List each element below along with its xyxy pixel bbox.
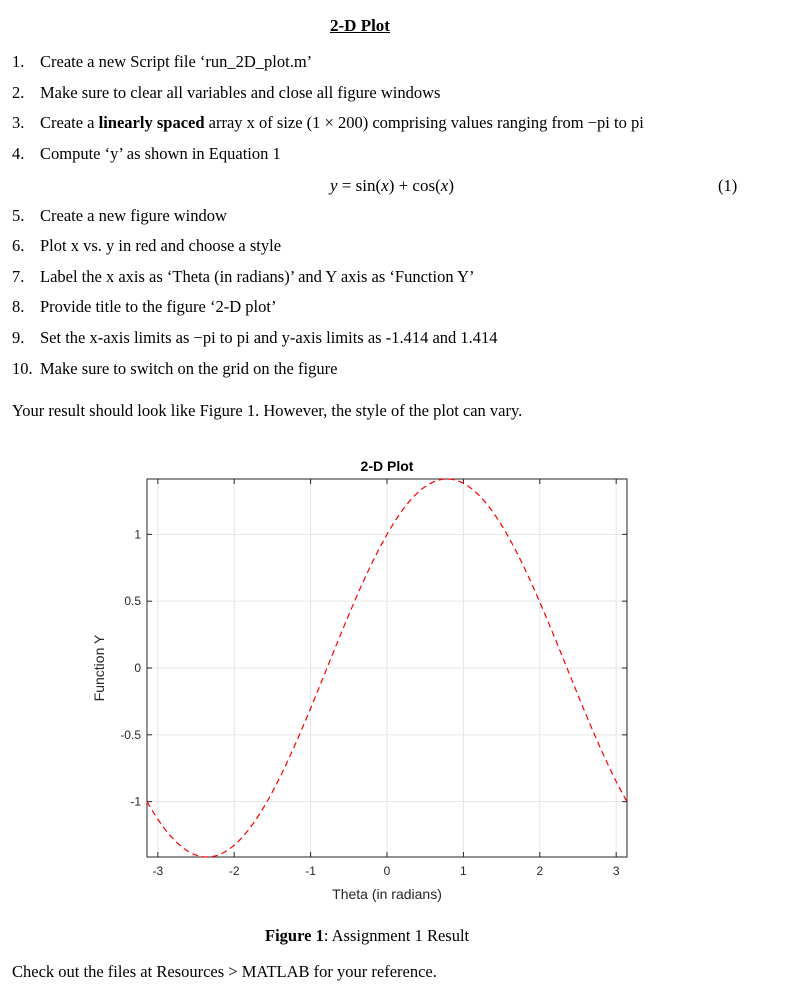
- equation-end: ): [448, 176, 454, 195]
- list-item-number: 7.: [12, 267, 25, 286]
- x-tick-label: -1: [305, 864, 316, 878]
- y-axis-label: Function Y: [91, 634, 107, 702]
- list-item-number: 10.: [12, 359, 33, 378]
- result-text: Your result should look like Figure 1. However, the style of the plot can vary.: [12, 401, 523, 420]
- list-item-text: Set the x-axis limits as −pi to pi and y-axis limits as -1.414 and 1.414: [40, 328, 498, 347]
- equation-mid: ) + cos(: [388, 176, 441, 195]
- list-item-text: Make sure to switch on the grid on the figure: [40, 359, 338, 378]
- list-item-text: Compute ‘y’ as shown in Equation 1: [40, 144, 281, 163]
- list-item-text: [40, 113, 644, 133]
- document-title: 2-D Plot: [330, 16, 390, 35]
- list-item-number: 5.: [12, 206, 25, 225]
- x-tick-label: 0: [383, 864, 391, 878]
- figure-chart: [0, 440, 812, 920]
- list-item-number: 1.: [12, 52, 25, 71]
- list-item-number: 9.: [12, 328, 25, 347]
- list-item-number: 3.: [12, 113, 25, 132]
- y-tick-label: -0.5: [120, 727, 141, 742]
- grid-layer: [147, 479, 627, 857]
- y-tick-label: 0: [134, 661, 141, 675]
- y-tick-label: 0.5: [124, 594, 141, 609]
- equation-eq: = sin(: [337, 176, 382, 195]
- list-item-number: 8.: [12, 297, 25, 316]
- list-item-text: Create a new Script file ‘run_2D_plot.m’: [40, 52, 313, 71]
- list-item-text: Plot x vs. y in red and choose a style: [40, 236, 282, 255]
- x-axis-label: Theta (in radians): [332, 886, 442, 902]
- equation-y: y: [330, 176, 338, 195]
- caption-text: : Assignment 1 Result: [323, 926, 470, 945]
- list-item-text-post: array x of size (1 × 200) comprising values ranging from −pi to pi: [204, 113, 644, 132]
- x-tick-label: 1: [460, 864, 467, 878]
- list-item-text: Make sure to clear all variables and close all figure windows: [40, 83, 441, 102]
- list-item-text: Provide title to the figure ‘2-D plot’: [40, 297, 277, 316]
- y-tick-label: -1: [130, 794, 141, 809]
- list-item-text-pre: Create a: [40, 113, 99, 132]
- list-item-number: 4.: [12, 144, 25, 163]
- equation-x2: x: [440, 176, 449, 195]
- equation-x1: x: [381, 176, 389, 195]
- list-item-number: 6.: [12, 236, 25, 255]
- equation-number: (1): [718, 176, 738, 195]
- list-item-text-bold: linearly spaced: [98, 113, 205, 132]
- footer-text: Check out the files at Resources > MATLAB for your reference.: [12, 962, 437, 981]
- list-item-text: Create a new figure window: [40, 206, 227, 225]
- x-tick-label: 2: [536, 864, 544, 878]
- caption-label: Figure 1: [265, 926, 324, 945]
- equation-1: [330, 176, 454, 196]
- chart-title: 2-D Plot: [360, 458, 414, 474]
- y-tick-label: 1: [134, 527, 141, 542]
- tick-layer: [120, 479, 627, 878]
- x-tick-label: 3: [612, 864, 620, 878]
- list-item-number: 2.: [12, 83, 25, 102]
- x-tick-label: -2: [228, 864, 240, 878]
- list-item-text: Label the x axis as ‘Theta (in radians)’ and Y axis as ‘Function Y’: [40, 267, 475, 286]
- figure-caption: [265, 926, 469, 946]
- x-tick-label: -3: [152, 864, 164, 878]
